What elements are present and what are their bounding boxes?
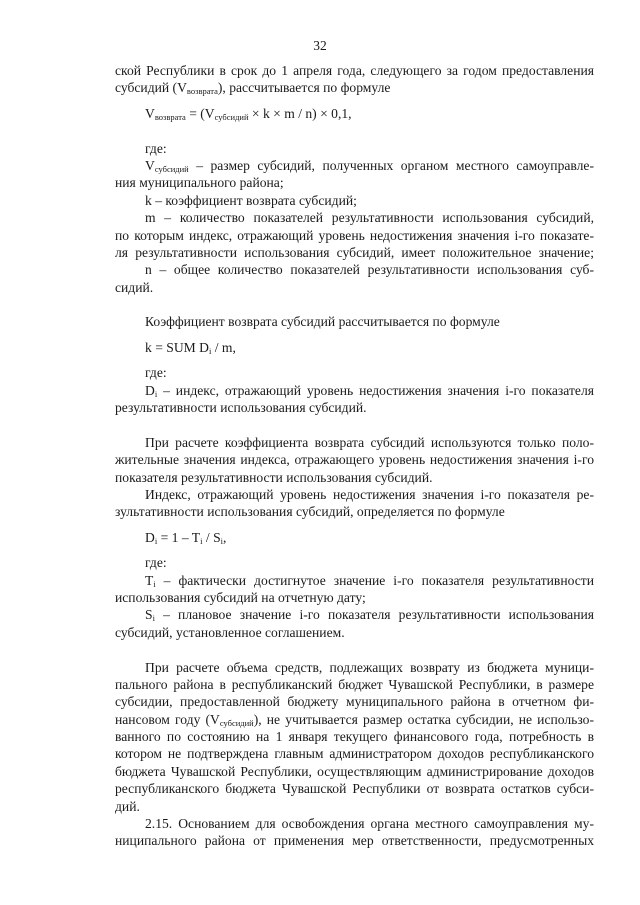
text-line: дий. xyxy=(115,798,140,814)
text-line: жительные значения индекса, отражающего уровень недостижения значения i-го xyxy=(115,452,594,468)
definition-k: k – коэффициент возврата субсидий; xyxy=(145,192,357,208)
text-line: ниципального района от применения мер ответственности, предусмотренных xyxy=(115,833,594,849)
definition-n: n – общее количество показателей результативности использования суб- xyxy=(145,262,594,278)
formula-k: k = SUM $D_i$ / m, xyxy=(145,339,236,356)
text-line: республиканского бюджета Чувашской Республики от возврата остатков субси- xyxy=(115,781,594,797)
text-line: сидий. xyxy=(115,279,154,295)
section-2-15: 2.15. Основанием для освобождения органа местного самоуправления му- xyxy=(145,816,594,832)
formula-d: $D_i = 1 - T_i / S_i$, xyxy=(145,529,227,546)
definition-s: $S_i$ – плановое значение i-го показателя результативности использования xyxy=(145,607,594,624)
document-body xyxy=(115,62,594,850)
text-line: показателя результативности использования субсидий. xyxy=(115,469,433,485)
text-line: Индекс, отражающий уровень недостижения значения i-го показателя ре- xyxy=(145,486,594,502)
text-line: результативности использования субсидий. xyxy=(115,400,367,416)
text-line: пального района в республиканский бюджет Чувашской Республики, в размере xyxy=(115,676,594,692)
text-line: по которым индекс, отражающий уровень недостижения значения i-го показате- xyxy=(115,227,594,243)
text-line: бюджета Чувашской Республики, осуществляющим администрирование доходов xyxy=(115,763,594,779)
definition-v-subsidiy: $V_{субсидий}$ – размер субсидий, полученных органом местного самоуправле- xyxy=(145,157,594,174)
definition-m: m – количество показателей результативности использования субсидий, xyxy=(145,210,594,226)
text-line: котором не подтверждена главным администратором доходов республиканского xyxy=(115,746,594,762)
text-line: субсидии, предоставленной бюджету муниципального района в отчетном фи- xyxy=(115,694,594,710)
text-line: нансовом году $(V_{субсидий})$, не учитывается размер остатка субсидии, не использо- xyxy=(115,711,594,728)
where-label: где: xyxy=(145,555,167,571)
where-label: где: xyxy=(145,365,167,381)
where-label: где: xyxy=(145,140,167,156)
coefficient-intro: Коэффициент возврата субсидий рассчитывается по формуле xyxy=(145,314,500,330)
text-line: субсидий, установленное соглашением. xyxy=(115,624,345,640)
definition-d: $D_i$ – индекс, отражающий уровень недостижения значения i-го показателя xyxy=(145,382,594,399)
formula-v-vozvrata: $V_{возврата} = (V_{субсидий} \times k \times m / n) \times 0,1$, xyxy=(145,105,352,122)
text-line: использования субсидий на отчетную дату; xyxy=(115,589,366,605)
text-line: При расчете объема средств, подлежащих возврату из бюджета муници- xyxy=(145,659,594,675)
definition-t: $T_i$ – фактически достигнутое значение i-го показателя результативности xyxy=(145,572,594,589)
text-line: субсидий $(V_{возврата})$, рассчитывается по формуле xyxy=(115,80,391,97)
text-line: ской Республики в срок до 1 апреля года, следующего за годом предоставления xyxy=(115,63,594,78)
text-line: ля результативности использования субсидий, имеет положительное значение; xyxy=(115,244,594,260)
text-line: При расчете коэффициента возврата субсидий используются только поло- xyxy=(145,434,594,450)
page-number: 32 xyxy=(313,38,327,53)
text-line: ния муниципального района; xyxy=(115,175,284,191)
text-line: зультативности использования субсидий, определяется по формуле xyxy=(115,504,505,520)
text-line: ванного по состоянию на 1 января текущего финансового года, потребность в xyxy=(115,729,594,745)
